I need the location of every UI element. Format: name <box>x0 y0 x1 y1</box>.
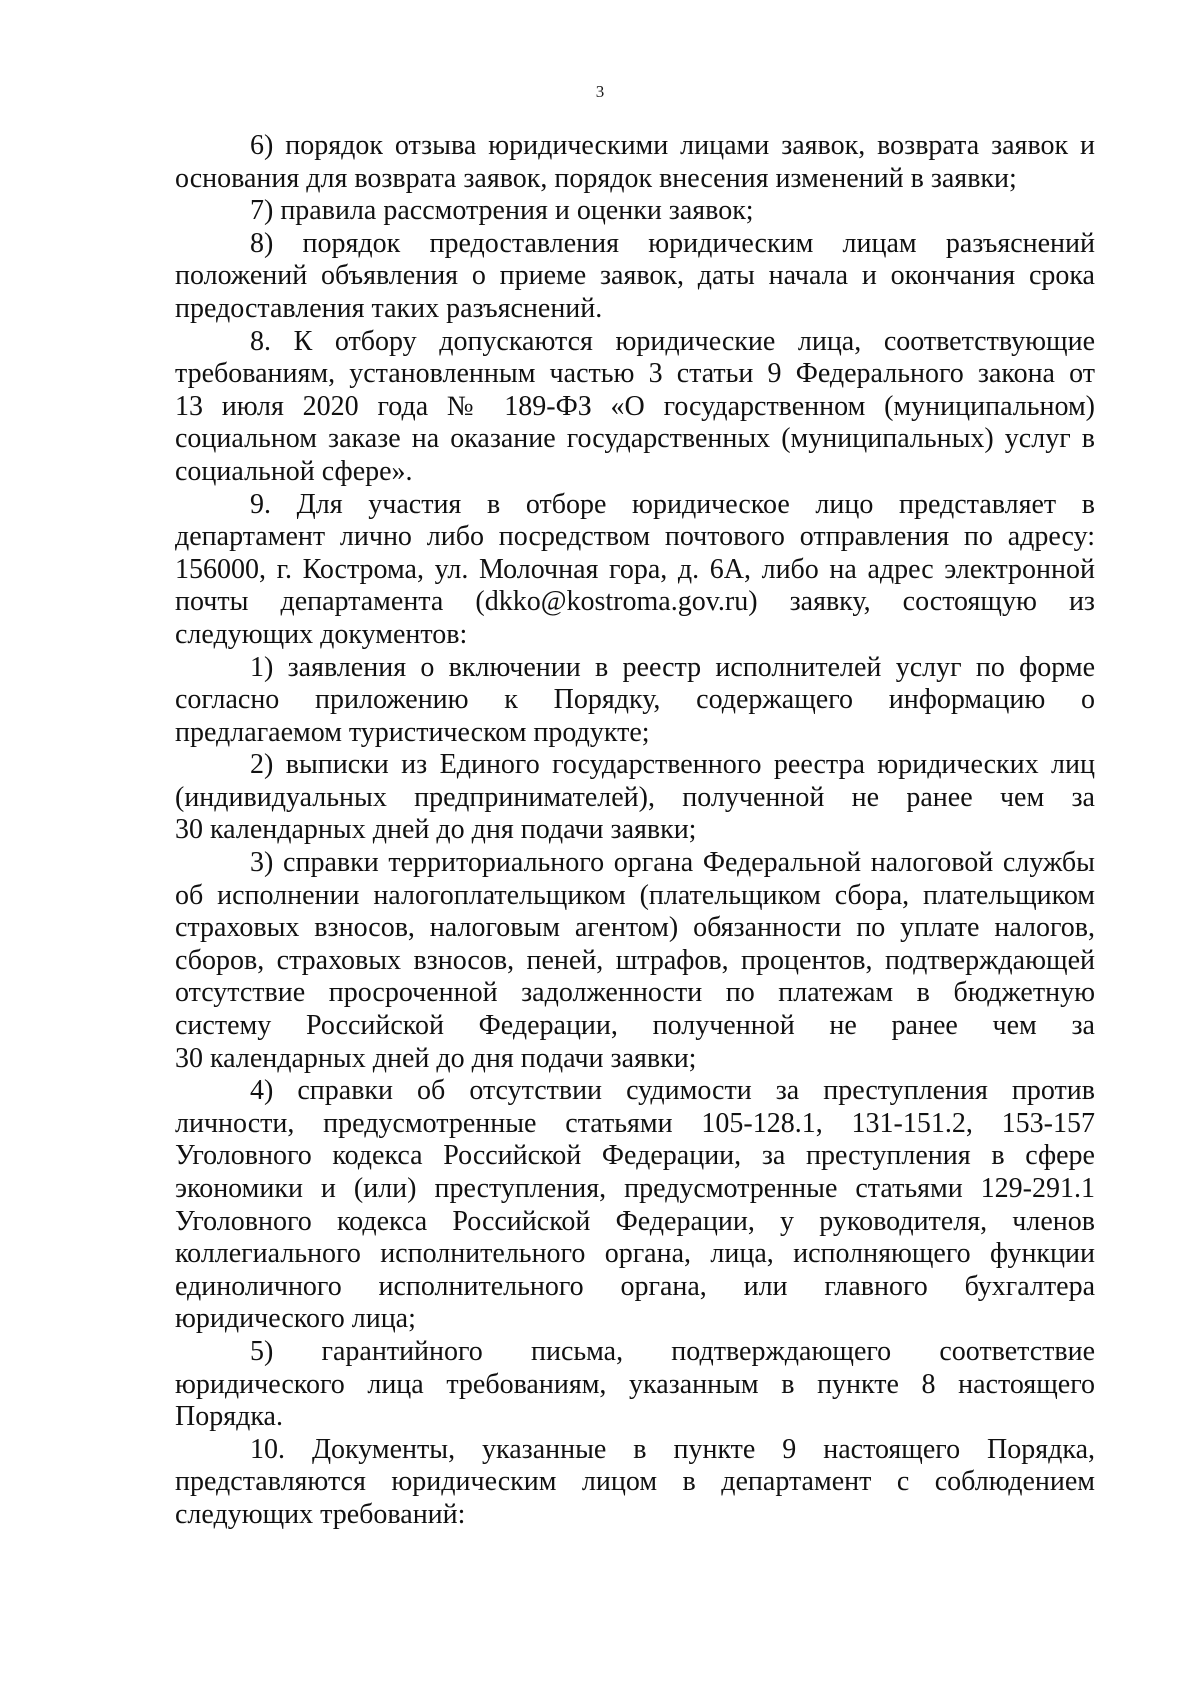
text-line: 30 календарных дней до дня подачи заявки; <box>175 1042 697 1074</box>
text-line: согласно приложению к Порядку, содержащего информацию о <box>175 684 1095 716</box>
text-line: об исполнении налогоплательщиком (плательщиком сбора, плательщиком <box>175 879 1095 911</box>
text-line: 4) справки об отсутствии судимости за преступления против <box>250 1075 1095 1107</box>
text-line: социальной сфере». <box>175 455 413 487</box>
text-line: 9. Для участия в отборе юридическое лицо представляет в <box>250 488 1095 520</box>
text-line: следующих требований: <box>175 1498 466 1530</box>
text-line: 156000, г. Кострома, ул. Молочная гора, д. 6А, либо на адрес электронной <box>175 553 1095 585</box>
text-line: основания для возврата заявок, порядок внесения изменений в заявки; <box>175 162 1017 194</box>
text-line: единоличного исполнительного органа, или главного бухгалтера <box>175 1270 1095 1302</box>
text-line: департамент лично либо посредством почтового отправления по адресу: <box>175 521 1095 553</box>
text-line: социальном заказе на оказание государственных (муниципальных) услуг в <box>175 423 1095 455</box>
text-line: представляются юридическим лицом в департамент с соблюдением <box>175 1466 1095 1498</box>
paragraph <box>175 195 1095 228</box>
text-line: 10. Документы, указанные в пункте 9 настоящего Порядка, <box>250 1433 1095 1465</box>
paragraph <box>175 749 1095 847</box>
paragraph <box>175 847 1095 1075</box>
text-line: 7) правила рассмотрения и оценки заявок; <box>250 195 754 227</box>
text-line: Уголовного кодекса Российской Федерации, у руководителя, членов <box>175 1205 1095 1237</box>
text-line: 3) справки территориального органа Федеральной налоговой службы <box>250 847 1095 879</box>
text-line: (индивидуальных предпринимателей), полученной не ранее чем за <box>175 781 1095 813</box>
text-line: требованиям, установленным частью 3 статьи 9 Федерального закона от <box>175 358 1095 390</box>
text-line: личности, предусмотренные статьями 105-128.1, 131-151.2, 153-157 <box>175 1107 1095 1139</box>
text-line: 1) заявления о включении в реестр исполнителей услуг по форме <box>250 651 1095 683</box>
paragraph <box>175 1336 1095 1434</box>
text-line: коллегиального исполнительного органа, лица, исполняющего функции <box>175 1238 1095 1270</box>
text-line: 13 июля 2020 года № 189-ФЗ «О государственном (муниципальном) <box>175 390 1095 422</box>
text-line: 2) выписки из Единого государственного реестра юридических лиц <box>250 749 1095 781</box>
text-line: 8) порядок предоставления юридическим лицам разъяснений <box>250 227 1095 259</box>
text-line: сборов, страховых взносов, пеней, штрафов, процентов, подтверждающей <box>175 944 1095 976</box>
text-line: экономики и (или) преступления, предусмотренные статьями 129-291.1 <box>175 1173 1095 1204</box>
text-line: Уголовного кодекса Российской Федерации, за преступления в сфере <box>175 1140 1095 1172</box>
paragraph <box>175 1434 1095 1532</box>
paragraph <box>175 1075 1095 1336</box>
text-line: Порядка. <box>175 1401 283 1433</box>
paragraph <box>175 652 1095 750</box>
paragraph <box>175 228 1095 326</box>
document-body <box>175 130 1095 1532</box>
text-line: предлагаемом туристическом продукте; <box>175 716 650 748</box>
text-line: страховых взносов, налоговым агентом) обязанности по уплате налогов, <box>175 912 1095 944</box>
text-line: почты департамента (dkko@kostroma.gov.ru) заявку, состоящую из <box>175 586 1095 618</box>
paragraph <box>175 130 1095 195</box>
text-line: предоставления таких разъяснений. <box>175 292 603 324</box>
text-line: 5) гарантийного письма, подтверждающего соответствие <box>250 1335 1095 1367</box>
page-number: 3 <box>595 82 605 101</box>
text-line: следующих документов: <box>175 618 468 650</box>
text-line: положений объявления о приеме заявок, даты начала и окончания срока <box>175 260 1095 292</box>
text-line: систему Российской Федерации, полученной не ранее чем за <box>175 1010 1095 1042</box>
text-line: 6) порядок отзыва юридическими лицами заявок, возврата заявок и <box>250 130 1095 161</box>
paragraph <box>175 489 1095 652</box>
text-line: юридического лица; <box>175 1303 416 1335</box>
text-line: отсутствие просроченной задолженности по платежам в бюджетную <box>175 977 1095 1009</box>
text-line: 30 календарных дней до дня подачи заявки; <box>175 814 697 846</box>
paragraph <box>175 326 1095 489</box>
text-line: юридического лица требованиям, указанным в пункте 8 настоящего <box>175 1368 1095 1400</box>
text-line: 8. К отбору допускаются юридические лица, соответствующие <box>250 325 1095 357</box>
